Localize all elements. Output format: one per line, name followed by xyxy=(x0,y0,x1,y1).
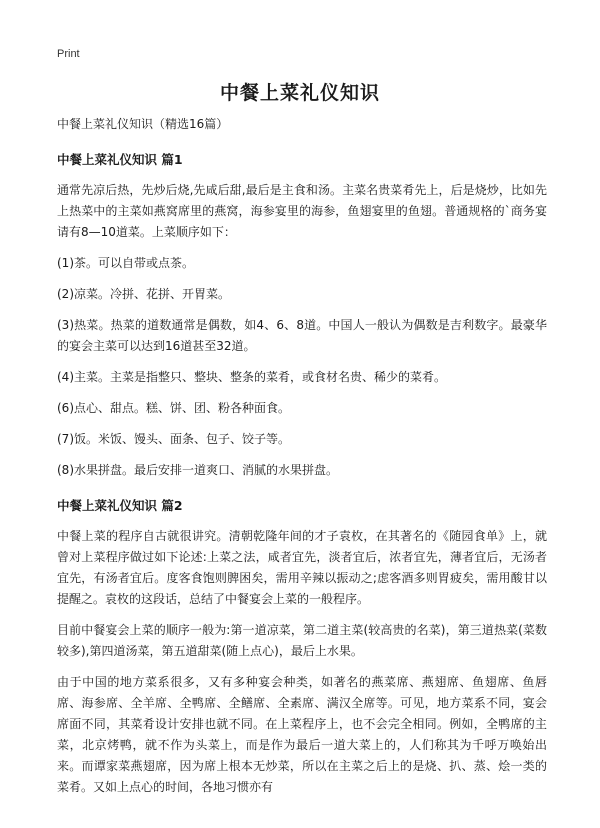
paragraph: (7)饭。米饭、馒头、面条、包子、饺子等。 xyxy=(57,432,290,446)
paragraph: (4)主菜。主菜是指整只、整块、整条的菜肴，或食材名贵、稀少的菜肴。 xyxy=(57,370,447,384)
section-heading: 中餐上菜礼仪知识 篇2 xyxy=(57,498,183,513)
paragraph: 由于中国的地方菜系很多，又有多种宴会种类，如著名的燕菜席、燕翅席、鱼翅席、鱼唇席、海参席、全羊席、全鸭席、全鳝席、全素席、满汉全席等。可见，地方菜系不同，宴会席面不同，其菜肴设计安排也就不同。在上菜程序上，也不会完全相同。例如，全鸭席的主菜，北京烤鸭，就不作为头菜上，而是作为最后一道大菜上的，人们称其为千呼万唤始出来。而谭家菜燕翅席，因为席上根本无炒菜，所以在主菜之后上的是烧、扒、蒸、烩一类的菜肴。又如上点心的时间，各地习惯亦有 xyxy=(57,675,547,794)
paragraph: 目前中餐宴会上菜的顺序一般为:第一道凉菜，第二道主菜(较高贵的名菜)，第三道热菜(菜数较多),第四道汤菜，第五道甜菜(随上点心)，最后上水果。 xyxy=(57,623,547,658)
paragraph: (8)水果拼盘。最后安排一道爽口、消腻的水果拼盘。 xyxy=(57,463,339,477)
page-title: 中餐上菜礼仪知识 xyxy=(219,82,380,104)
document-subtitle: 中餐上菜礼仪知识（精选16篇） xyxy=(57,117,229,131)
print-link[interactable]: Print xyxy=(57,48,80,60)
paragraph: 中餐上菜的程序自古就很讲究。清朝乾隆年间的才子袁枚，在其著名的《随园食单》上，就曾对上菜程序做过如下论述:上菜之法，咸者宜先，淡者宜后，浓者宜先，薄者宜后，无汤者宜先，有汤者宜后。度客食饱则脾困矣，需用辛辣以振动之;虑客酒多则胃疲矣，需用酸甘以提醒之。袁枚的这段话，总结了中餐宴会上菜的一般程序。 xyxy=(57,529,547,606)
paragraph: (6)点心、甜点。糕、饼、团、粉各种面食。 xyxy=(57,401,290,415)
paragraph: (1)茶。可以自带或点茶。 xyxy=(57,256,194,270)
section-2 xyxy=(57,495,547,798)
section-1 xyxy=(57,149,547,481)
paragraph: (2)凉菜。冷拼、花拼、开胃菜。 xyxy=(57,287,230,301)
paragraph: (3)热菜。热菜的道数通常是偶数，如4、6、8道。中国人一般认为偶数是吉利数字。最豪华的宴会主菜可以达到16道甚至32道。 xyxy=(57,318,547,353)
section-heading: 中餐上菜礼仪知识 篇1 xyxy=(57,152,183,167)
document-body xyxy=(57,114,547,812)
paragraph: 通常先凉后热，先炒后烧,先咸后甜,最后是主食和汤。主菜名贵菜肴先上，后是烧炒，比如先上热菜中的主菜如燕窝席里的燕窝，海参宴里的海参，鱼翅宴里的鱼翅。普通规格的`商务宴请有8—10道菜。上菜顺序如下： xyxy=(57,183,547,239)
